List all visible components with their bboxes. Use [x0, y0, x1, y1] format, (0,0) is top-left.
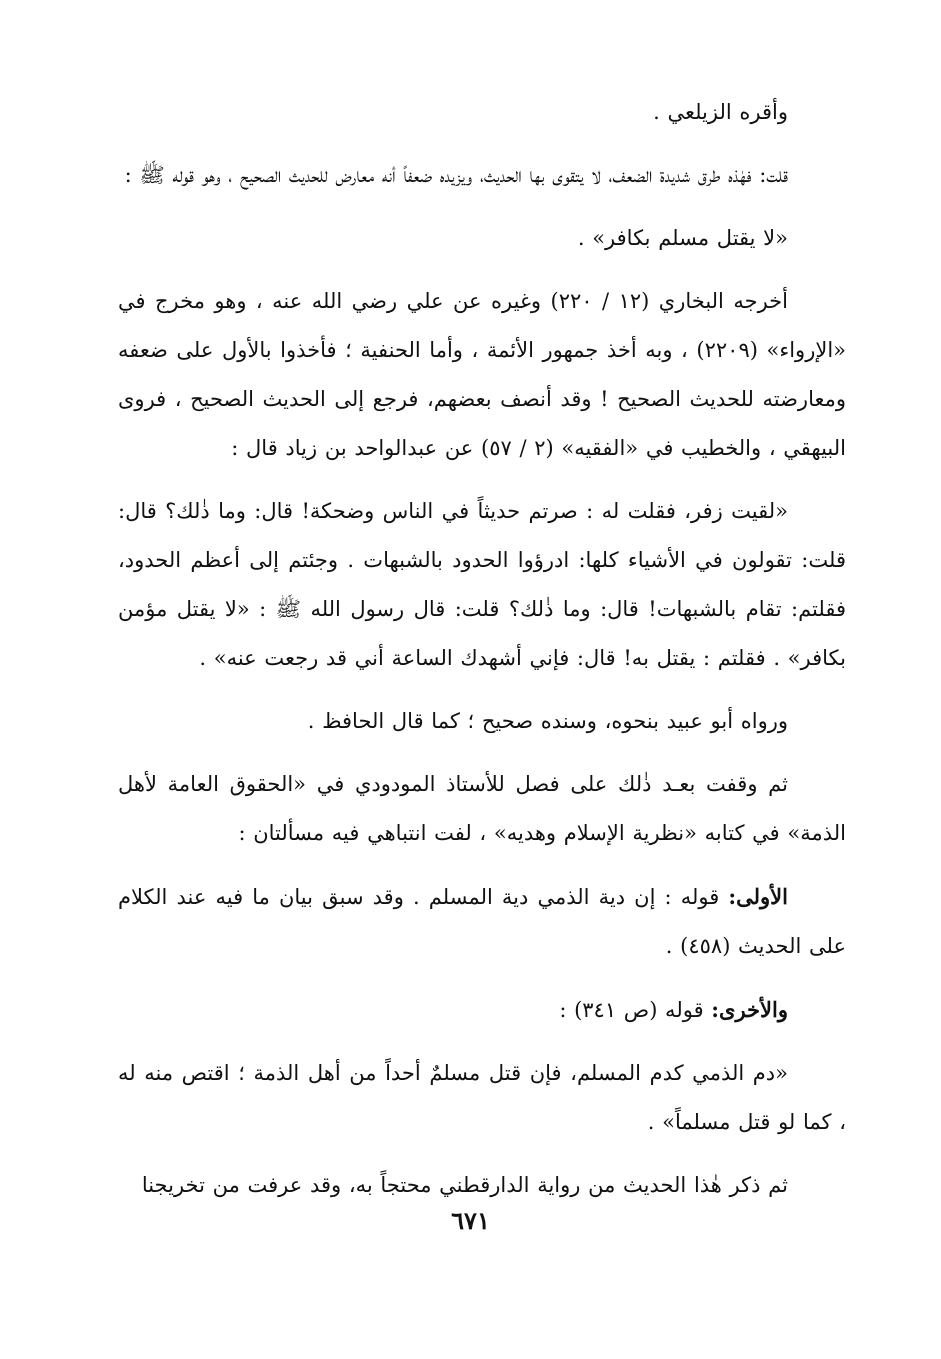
- paragraph-9-label: والأخرى:: [711, 997, 788, 1022]
- paragraph-9-text: قوله (ص ٣٤١) :: [559, 998, 712, 1022]
- paragraph-5: «لقيت زفر، فقلت له : صرتم حديثاً في الناس وضحكة! قال: وما ذٰلك؟ قال: قلت: تقولون في الأشياء كلها: ادرؤوا الحدود بالشبهات . وجئتم إلى أعظم الحدود، فقلتم: تقام بالشبهات! قال: وما ذٰلك؟ قلت: قال رسول الله ﷺ : «لا يقتل مؤمن بكافر» . فقلتم : يقتل به! قال: فإني أشهدك الساعة أني قد رجعت عنه» .: [118, 499, 846, 670]
- paragraph-3: «لا يقتل مسلم بكافر» .: [577, 226, 788, 250]
- page-number: ٦٧١: [451, 1206, 490, 1235]
- paragraph-8-text: قوله : إن دية الذمي دية المسلم . وقد سبق بيان ما فيه عند الكلام على الحديث (٤٥٨) .: [118, 885, 846, 958]
- paragraph-6: ورواه أبو عبيد بنحوه، وسنده صحيح ؛ كما قال الحافظ .: [307, 709, 788, 733]
- paragraph-8: [118, 872, 846, 971]
- paragraph-11: ثم ذكر هٰذا الحديث من رواية الدارقطني محتجاً به، وقد عرفت من تخريجنا: [141, 1173, 788, 1197]
- paragraph-4: أخرجه البخاري (١٢ / ٢٢٠) وغيره عن علي رضي الله عنه ، وهو مخرج في «الإرواء» (٢٢٠٩) ، وبه أخذ جمهور الأئمة ، وأما الحنفية ؛ فأخذوا بالأول على ضعفه ومعارضته للحديث الصحيح ! وقد أنصف بعضهم، فرجع إلى الحديث الصحيح ، فروى البيهقي ، والخطيب في «الفقيه» (٢ / ٥٧) عن عبدالواحد بن زياد قال :: [118, 289, 846, 460]
- paragraph-8-label: الأولى:: [728, 884, 788, 909]
- paragraph-2: قلت: فهٰذه طرق شديدة الضعف، لا يتقوى بها الحديث، ويزيده ضعفاً أنه معارض للحديث الصحيح ، وهو قوله ﷺ :: [124, 163, 788, 187]
- paragraph-9: [118, 985, 846, 1035]
- paragraph-1: وأقره الزيلعي .: [653, 100, 788, 124]
- body-text: [118, 88, 846, 1210]
- paragraph-7: ثم وقفت بعـد ذٰلك على فصل للأستاذ المودودي في «الحقوق العامة لأهل الذمة» في كتابه «نظرية الإسلام وهديه» ، لفت انتباهي فيه مسألتان :: [118, 772, 846, 845]
- paragraph-10: «دم الذمي كدم المسلم، فإن قتل مسلمٌ أحداً من أهل الذمة ؛ اقتص منه له ، كما لو قتل مسلماً» .: [118, 1061, 846, 1134]
